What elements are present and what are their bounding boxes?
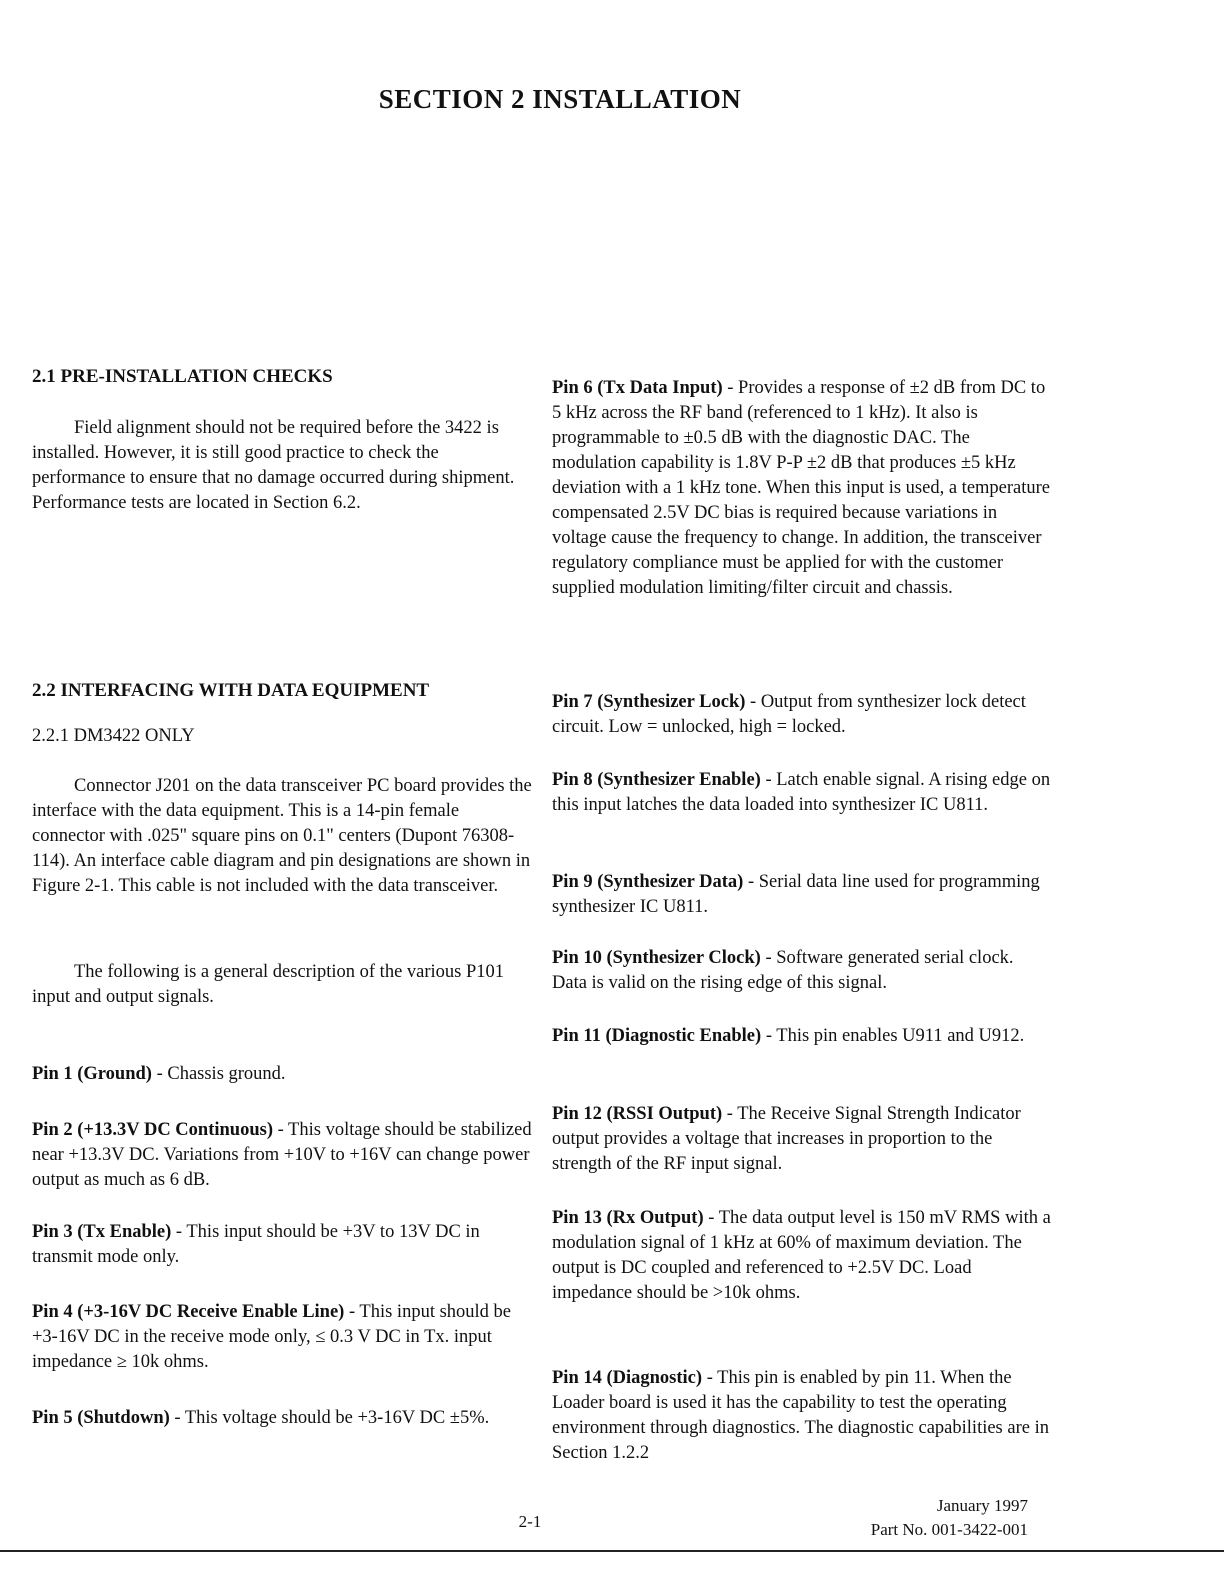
pin-description	[32, 1220, 532, 1270]
section-2-2-heading: 2.2 INTERFACING WITH DATA EQUIPMENT	[32, 680, 430, 701]
footer-part-number: Part No. 001-3422-001	[870, 1520, 1028, 1539]
pin-label: Pin 14 (Diagnostic)	[552, 1368, 703, 1388]
pin-description	[32, 1062, 532, 1087]
pin-description	[552, 690, 1052, 740]
pin-text: - This input should be +3-16V DC in the receive mode only, ≤ 0.3 V DC in Tx. input impedance ≥ 10k ohms.	[32, 1302, 512, 1372]
pin-text: - Latch enable signal. A rising edge on this input latches the data loaded into synthesizer IC U811.	[552, 770, 1051, 815]
footer-divider	[0, 1550, 1224, 1552]
pin-text: - Software generated serial clock. Data is valid on the rising edge of this signal.	[552, 948, 1014, 993]
pin-description	[552, 376, 1052, 601]
pin-label: Pin 1 (Ground)	[32, 1064, 152, 1084]
pin-description	[552, 1024, 1052, 1049]
pin-label: Pin 4 (+3-16V DC Receive Enable Line)	[32, 1302, 345, 1322]
pin-description	[552, 1102, 1052, 1177]
pin-description	[552, 870, 1052, 920]
pin-text: - Provides a response of ±2 dB from DC to 5 kHz across the RF band (referenced to 1 kHz). It also is programmable to ±0.5 dB with the diagnostic DAC. The modulation capability is 1.8V P-P ±2 dB that produces ±5 kHz deviation with a 1 kHz tone. When this input is used, a temperature compensated 2.5V DC bias is required because variations in voltage cause the frequency to change. In addition, the transceiver regulatory compliance must be applied for with the customer supplied modulation limiting/filter circuit and chassis.	[552, 378, 1051, 598]
pin-text: - This pin enables U911 and U912.	[761, 1026, 1025, 1046]
section-2-2-1-paragraph: Connector J201 on the data transceiver PC board provides the interface with the data equipment. This is a 14-pin female connector with .025" square pins on 0.1" centers (Dupont 76308-114). An interface cable diagram and pin designations are shown in Figure 2-1. This cable is not included with the data transceiver.	[32, 776, 532, 896]
section-2-1-paragraph: Field alignment should not be required before the 3422 is installed. However, it is still good practice to check the performance to ensure that no damage occurred during shipment. Performance tests are located in Section 6.2.	[32, 418, 515, 513]
pin-description	[32, 1406, 532, 1431]
pin-label: Pin 7 (Synthesizer Lock)	[552, 692, 746, 712]
footer-info	[800, 1494, 1028, 1542]
pin-description	[32, 1300, 532, 1375]
section-2-2-1-heading: 2.2.1 DM3422 ONLY	[32, 726, 195, 746]
section-2-1-heading: 2.1 PRE-INSTALLATION CHECKS	[32, 366, 333, 387]
pin-text: - The Receive Signal Strength Indicator output provides a voltage that increases in proportion to the strength of the RF input signal.	[552, 1104, 1021, 1174]
section-title: SECTION 2 INSTALLATION	[378, 84, 742, 114]
pin-text: - This input should be +3V to 13V DC in transmit mode only.	[32, 1222, 480, 1267]
pin-text: - The data output level is 150 mV RMS with a modulation signal of 1 kHz at 60% of maximum deviation. The output is DC coupled and referenced to +2.5V DC. Load impedance should be >10k ohms.	[552, 1208, 1051, 1303]
pin-description	[552, 768, 1052, 818]
pin-description	[552, 1206, 1052, 1306]
pin-text: - This voltage should be +3-16V DC ±5%.	[169, 1408, 490, 1428]
pin-label: Pin 10 (Synthesizer Clock)	[552, 948, 761, 968]
pin-label: Pin 6 (Tx Data Input)	[552, 378, 723, 398]
pin-label: Pin 8 (Synthesizer Enable)	[552, 770, 761, 790]
pin-label: Pin 2 (+13.3V DC Continuous)	[32, 1120, 273, 1140]
pin-label: Pin 13 (Rx Output)	[552, 1208, 704, 1228]
pin-label: Pin 3 (Tx Enable)	[32, 1222, 172, 1242]
pin-text: - Chassis ground.	[151, 1064, 286, 1084]
pin-label: Pin 12 (RSSI Output)	[552, 1104, 723, 1124]
pin-text: - Output from synthesizer lock detect circuit. Low = unlocked, high = locked.	[552, 692, 1026, 737]
pin-description	[552, 946, 1052, 996]
pin-text: - This voltage should be stabilized near +13.3V DC. Variations from +10V to +16V can change power output as much as 6 dB.	[32, 1120, 532, 1190]
page-number: 2-1	[518, 1512, 542, 1531]
pin-label: Pin 11 (Diagnostic Enable)	[552, 1026, 762, 1046]
pin-label: Pin 5 (Shutdown)	[32, 1408, 170, 1428]
pin-description	[552, 1366, 1052, 1466]
footer-date: January 1997	[936, 1496, 1028, 1515]
section-2-2-1-paragraph-2: The following is a general description of the various P101 input and output signals.	[32, 962, 505, 1007]
pin-description	[32, 1118, 532, 1193]
pin-text: - Serial data line used for programming synthesizer IC U811.	[552, 872, 1040, 917]
pin-text: - This pin is enabled by pin 11. When the Loader board is used it has the capability to test the operating environment through diagnostics. The diagnostic capabilities are in Section 1.2.2	[552, 1368, 1049, 1463]
pin-label: Pin 9 (Synthesizer Data)	[552, 872, 744, 892]
